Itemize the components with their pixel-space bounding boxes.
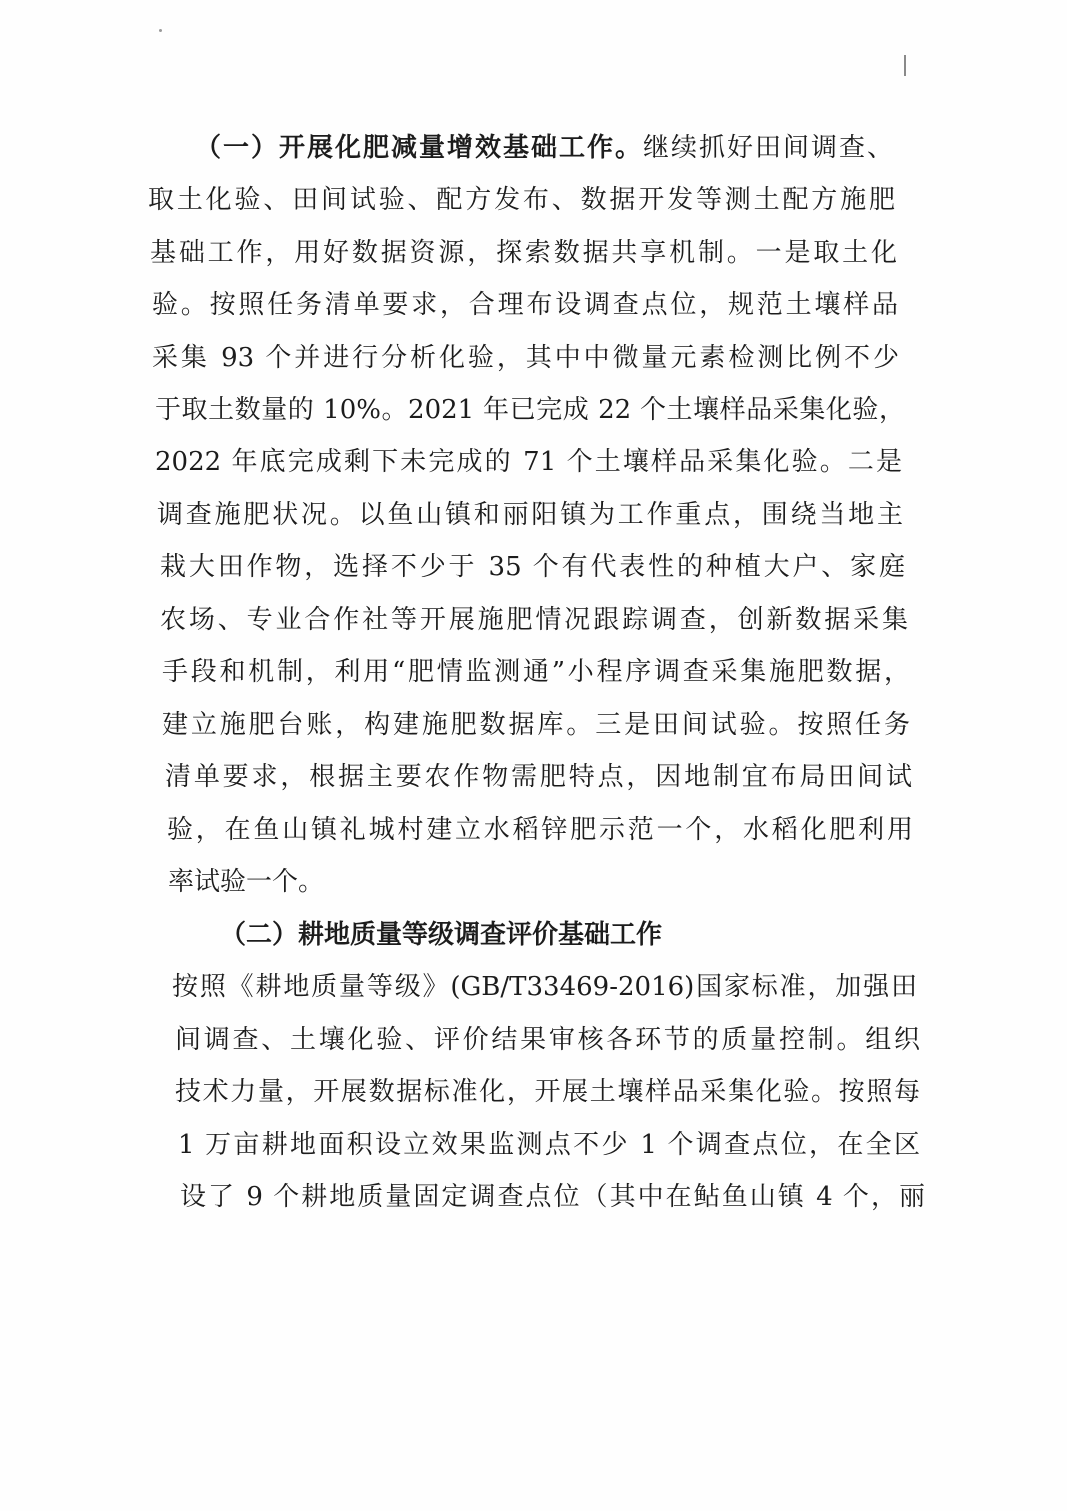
paragraph-1-line: 验，在鱼山镇礼城村建立水稻锌肥示范一个，水稻化肥利用 bbox=[167, 815, 913, 845]
paragraph-2-line: 按照《耕地质量等级》(GB/T33469-2016)国家标准，加强田 bbox=[172, 972, 917, 1002]
paragraph-1-line: 2022 年底完成剩下未完成的 71 个土壤样品采集化验。二是 bbox=[155, 447, 902, 477]
paragraph-1-line: 于取土数量的 10%。2021 年已完成 22 个土壤样品采集化验， bbox=[155, 395, 905, 425]
paragraph-2-line: 技术力量，开展数据标准化，开展土壤样品采集化验。按照每 bbox=[175, 1077, 920, 1107]
paragraph-1-line: 取土化验、田间试验、配方发布、数据开发等测土配方施肥 bbox=[148, 185, 895, 215]
paragraph-1-line: 调查施肥状况。以鱼山镇和丽阳镇为工作重点，围绕当地主 bbox=[157, 500, 903, 530]
paragraph-1-line: 基础工作，用好数据资源，探索数据共享机制。一是取土化 bbox=[150, 238, 897, 268]
paragraph-1-line: 农场、专业合作社等开展施肥情况跟踪调查，创新数据采集 bbox=[160, 605, 908, 635]
section-1-text: 继续抓好田间调查、 bbox=[642, 133, 893, 163]
paragraph-1-line: 手段和机制，利用“肥情监测通”小程序调查采集施肥数据， bbox=[162, 657, 910, 687]
paragraph-1-last-line: 率试验一个。 bbox=[168, 867, 325, 897]
paragraph-1-line-1 bbox=[195, 131, 893, 165]
paragraph-2-line: 间调查、土壤化验、评价结果审核各环节的质量控制。组织 bbox=[175, 1025, 920, 1055]
paragraph-2-line: 设了 9 个耕地质量固定调查点位（其中在鲇鱼山镇 4 个，丽 bbox=[180, 1182, 925, 1212]
paragraph-1-line: 建立施肥台账，构建施肥数据库。三是田间试验。按照任务 bbox=[162, 710, 910, 740]
section-1-heading: （一）开展化肥减量增效基础工作。 bbox=[195, 133, 643, 163]
scan-artifact-line bbox=[904, 55, 906, 76]
paragraph-1-line: 采集 93 个并进行分析化验，其中中微量元素检测比例不少 bbox=[152, 343, 899, 373]
paragraph-1-line: 验。按照任务清单要求，合理布设调查点位，规范土壤样品 bbox=[152, 290, 898, 320]
scan-artifact-dot bbox=[159, 29, 162, 32]
section-2-heading: （二）耕地质量等级调查评价基础工作 bbox=[220, 920, 663, 950]
paragraph-2-line: 1 万亩耕地面积设立效果监测点不少 1 个调查点位，在全区 bbox=[178, 1130, 920, 1160]
paragraph-1-line: 清单要求，根据主要农作物需肥特点，因地制宜布局田间试 bbox=[165, 762, 912, 792]
paragraph-1-line: 栽大田作物，选择不少于 35 个有代表性的种植大户、家庭 bbox=[160, 552, 905, 582]
